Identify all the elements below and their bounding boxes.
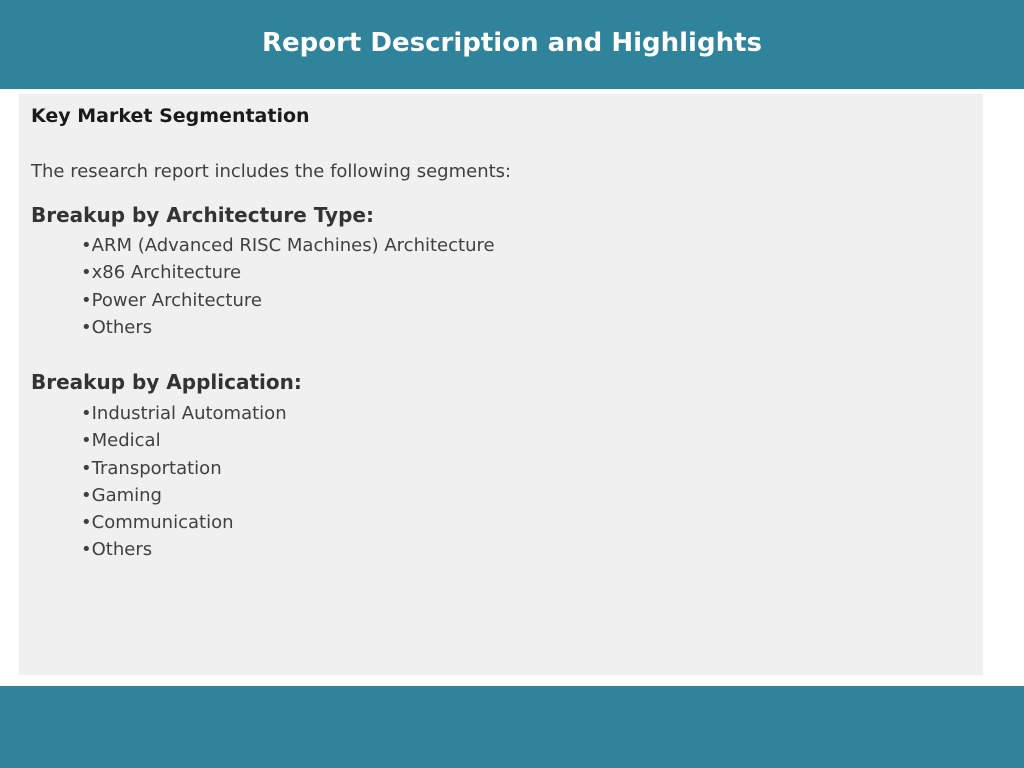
list-item bbox=[81, 400, 287, 427]
list-item bbox=[81, 482, 287, 509]
list-item-label: Medical bbox=[91, 430, 161, 452]
list-item bbox=[81, 287, 495, 314]
bullet-icon: • bbox=[81, 289, 92, 311]
list-item bbox=[81, 314, 495, 341]
header-bar bbox=[0, 0, 1024, 89]
list-item-label: Industrial Automation bbox=[91, 403, 287, 424]
list-item-label: Transportation bbox=[91, 457, 222, 479]
section-heading: Key Market Segmentation bbox=[31, 105, 310, 127]
list-item-label: Communication bbox=[91, 512, 234, 534]
architecture-group-heading: Breakup by Architecture Type: bbox=[31, 203, 374, 227]
list-item-label: Gaming bbox=[91, 484, 162, 506]
list-item bbox=[81, 455, 287, 482]
application-list bbox=[81, 400, 287, 564]
list-item bbox=[81, 427, 287, 454]
list-item bbox=[81, 536, 287, 563]
footer-bar bbox=[0, 686, 1024, 768]
list-item-label: Others bbox=[91, 539, 153, 561]
list-item bbox=[81, 509, 287, 536]
list-item-label: x86 Architecture bbox=[91, 262, 242, 284]
list-item bbox=[81, 232, 495, 259]
application-group-heading: Breakup by Application: bbox=[31, 370, 302, 394]
architecture-list bbox=[81, 232, 495, 341]
content-panel bbox=[19, 94, 983, 675]
bullet-icon: • bbox=[81, 235, 92, 256]
bullet-icon: • bbox=[81, 430, 92, 452]
bullet-icon: • bbox=[81, 539, 92, 561]
list-item-label: Power Architecture bbox=[91, 289, 262, 311]
intro-text: The research report includes the following segments: bbox=[31, 161, 512, 182]
list-item-label: ARM (Advanced RISC Machines) Architecture bbox=[91, 235, 495, 256]
list-item bbox=[81, 259, 495, 286]
page-title: Report Description and Highlights bbox=[261, 27, 762, 58]
bullet-icon: • bbox=[81, 316, 92, 338]
bullet-icon: • bbox=[81, 512, 92, 534]
bullet-icon: • bbox=[81, 457, 92, 479]
bullet-icon: • bbox=[81, 484, 92, 506]
bullet-icon: • bbox=[81, 403, 92, 424]
list-item-label: Others bbox=[91, 316, 153, 338]
bullet-icon: • bbox=[81, 262, 92, 284]
